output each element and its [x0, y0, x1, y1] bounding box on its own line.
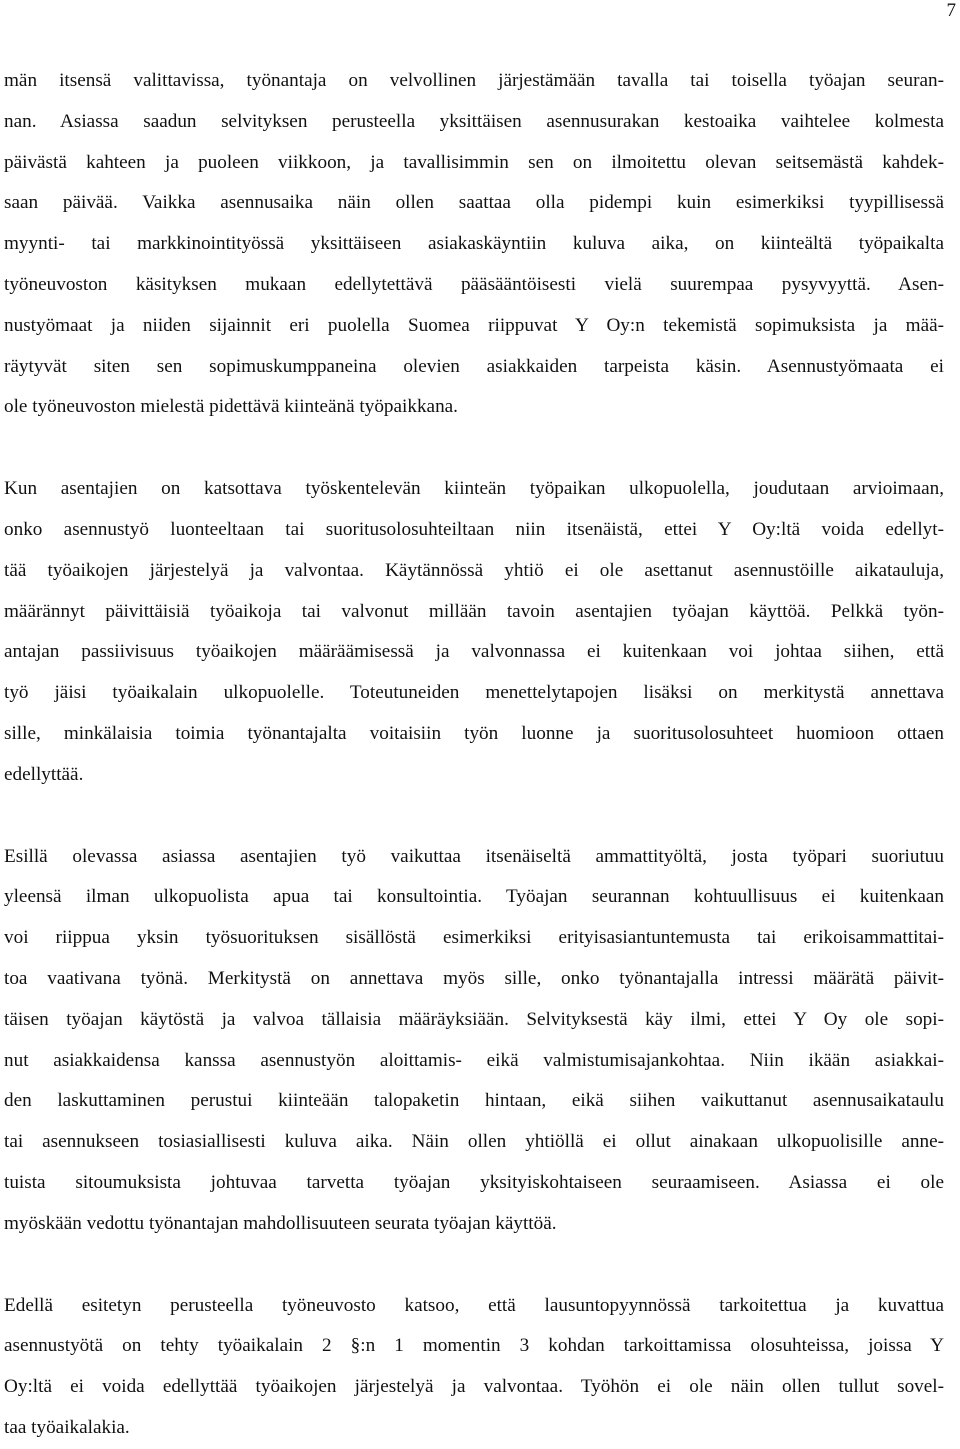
paragraph-2 [4, 469, 944, 795]
text-line: edellyttää. [4, 763, 84, 785]
text-line: ole työneuvoston mielestä pidettävä kiinteänä työpaikkana. [4, 396, 458, 418]
text-line: asennustyötä on tehty työaikalain 2 §:n 1 momentin 3 kohdan tarkoittamissa olosuhteissa, joissa Y [4, 1335, 944, 1357]
text-line: Kun asentajien on katsottava työskentelevän kiinteän työpaikan ulkopuolella, joudutaan arvioimaan, [4, 478, 944, 500]
text-line: päivästä kahteen ja puoleen viikkoon, ja tavallisimmin sen on ilmoitettu olevan seitsemästä kahdek- [4, 151, 944, 173]
text-line: yleensä ilman ulkopuolista apua tai konsultointia. Työajan seurannan kohtuullisuus ei kuitenkaan [4, 886, 944, 908]
text-line: myöskään vedottu työnantajan mahdollisuuteen seurata työajan käyttöä. [4, 1212, 557, 1234]
paragraph-4 [4, 1286, 944, 1449]
text-line: den laskuttaminen perustui kiinteään talopaketin hintaan, eikä siihen vaikuttanut asennusaikataulu [4, 1090, 944, 1112]
paragraph-spacer [4, 796, 944, 837]
text-line: voi riippua yksin työsuorituksen sisällöstä esimerkiksi erityisasiantuntemusta tai erikoisammattitai- [4, 927, 944, 949]
text-line: saan päivää. Vaikka asennusaika näin ollen saattaa olla pidempi kuin esimerkiksi tyypillisessä [4, 192, 944, 214]
text-line: sille, minkälaisia toimia työnantajalta voitaisiin työn luonne ja suoritusolosuhteet huomioon ottaen [4, 722, 944, 744]
text-line: Oy:ltä ei voida edellyttää työaikojen järjestelyä ja valvontaa. Työhön ei ole näin ollen tullut sovel- [4, 1376, 944, 1398]
paragraph-spacer [4, 1245, 944, 1286]
text-line: män itsensä valittavissa, työnantaja on velvollinen järjestämään tavalla tai toisella työajan seuran- [4, 70, 944, 91]
text-line: nustyömaat ja niiden sijainnit eri puolella Suomea riippuvat Y Oy:n tekemistä sopimuksista ja mää- [4, 314, 944, 336]
text-line: antajan passiivisuus työaikojen määräämisessä ja valvonnassa ei kuitenkaan voi johtaa siihen, että [4, 641, 944, 663]
text-line: taa työaikalakia. [4, 1416, 130, 1438]
text-line: nut asiakkaidensa kanssa asennustyön aloittamis- eikä valmistumisajankohtaa. Niin ikään asiakkai- [4, 1049, 944, 1071]
text-line: Edellä esitetyn perusteella työneuvosto katsoo, että lausuntopyynnössä tarkoitettua ja kuvattua [4, 1294, 944, 1316]
text-line: myynti- tai markkinointityössä yksittäiseen asiakaskäyntiin kuluva aika, on kiinteältä työpaikalta [4, 233, 944, 255]
text-line: nan. Asiassa saadun selvityksen perusteella yksittäisen asennusurakan kestoaika vaihtelee kolmesta [4, 110, 944, 132]
document-body [4, 61, 944, 1449]
text-line: työ jäisi työaikalain ulkopuolelle. Toteutuneiden menettelytapojen lisäksi on merkitystä annettava [4, 682, 944, 704]
text-line: täisen työajan käytöstä ja valvoa tällaisia määräyksiään. Selvityksestä käy ilmi, ettei Y Oy ole sopi- [4, 1008, 944, 1030]
text-line: tai asennukseen tosiasiallisesti kuluva aika. Näin ollen yhtiöllä ei ollut ainakaan ulkopuolisille anne- [4, 1131, 944, 1153]
text-line: työneuvoston käsityksen mukaan edellytettävä pääsääntöisesti vielä suurempaa pysyvyyttä. Asen- [4, 273, 944, 295]
text-line: onko asennustyö luonteeltaan tai suoritusolosuhteiltaan niin itsenäistä, ettei Y Oy:ltä voida edellyt- [4, 518, 944, 540]
paragraph-1 [4, 61, 944, 428]
paragraph-spacer [4, 428, 944, 469]
text-line: toa vaativana työnä. Merkitystä on annettava myös sille, onko työnantajalla intressi määrätä päivit- [4, 967, 944, 989]
text-line: tää työaikojen järjestelyä ja valvontaa. Käytännössä yhtiö ei ole asettanut asennustöille aikatauluja, [4, 559, 944, 581]
text-line: Esillä olevassa asiassa asentajien työ vaikuttaa itsenäiseltä ammattityöltä, josta työpari suoriutuu [4, 845, 944, 867]
paragraph-3 [4, 837, 944, 1245]
text-line: määrännyt päivittäisiä työaikoja tai valvonut millään tavoin asentajien työajan käyttöä. Pelkkä työn- [4, 600, 944, 622]
page-number: 7 [946, 0, 956, 21]
text-line: tuista sitoumuksista johtuvaa tarvetta työajan yksityiskohtaiseen seuraamiseen. Asiassa ei ole [4, 1171, 944, 1193]
text-line: räytyvät siten sen sopimuskumppaneina olevien asiakkaiden tarpeista käsin. Asennustyömaata ei [4, 355, 944, 377]
